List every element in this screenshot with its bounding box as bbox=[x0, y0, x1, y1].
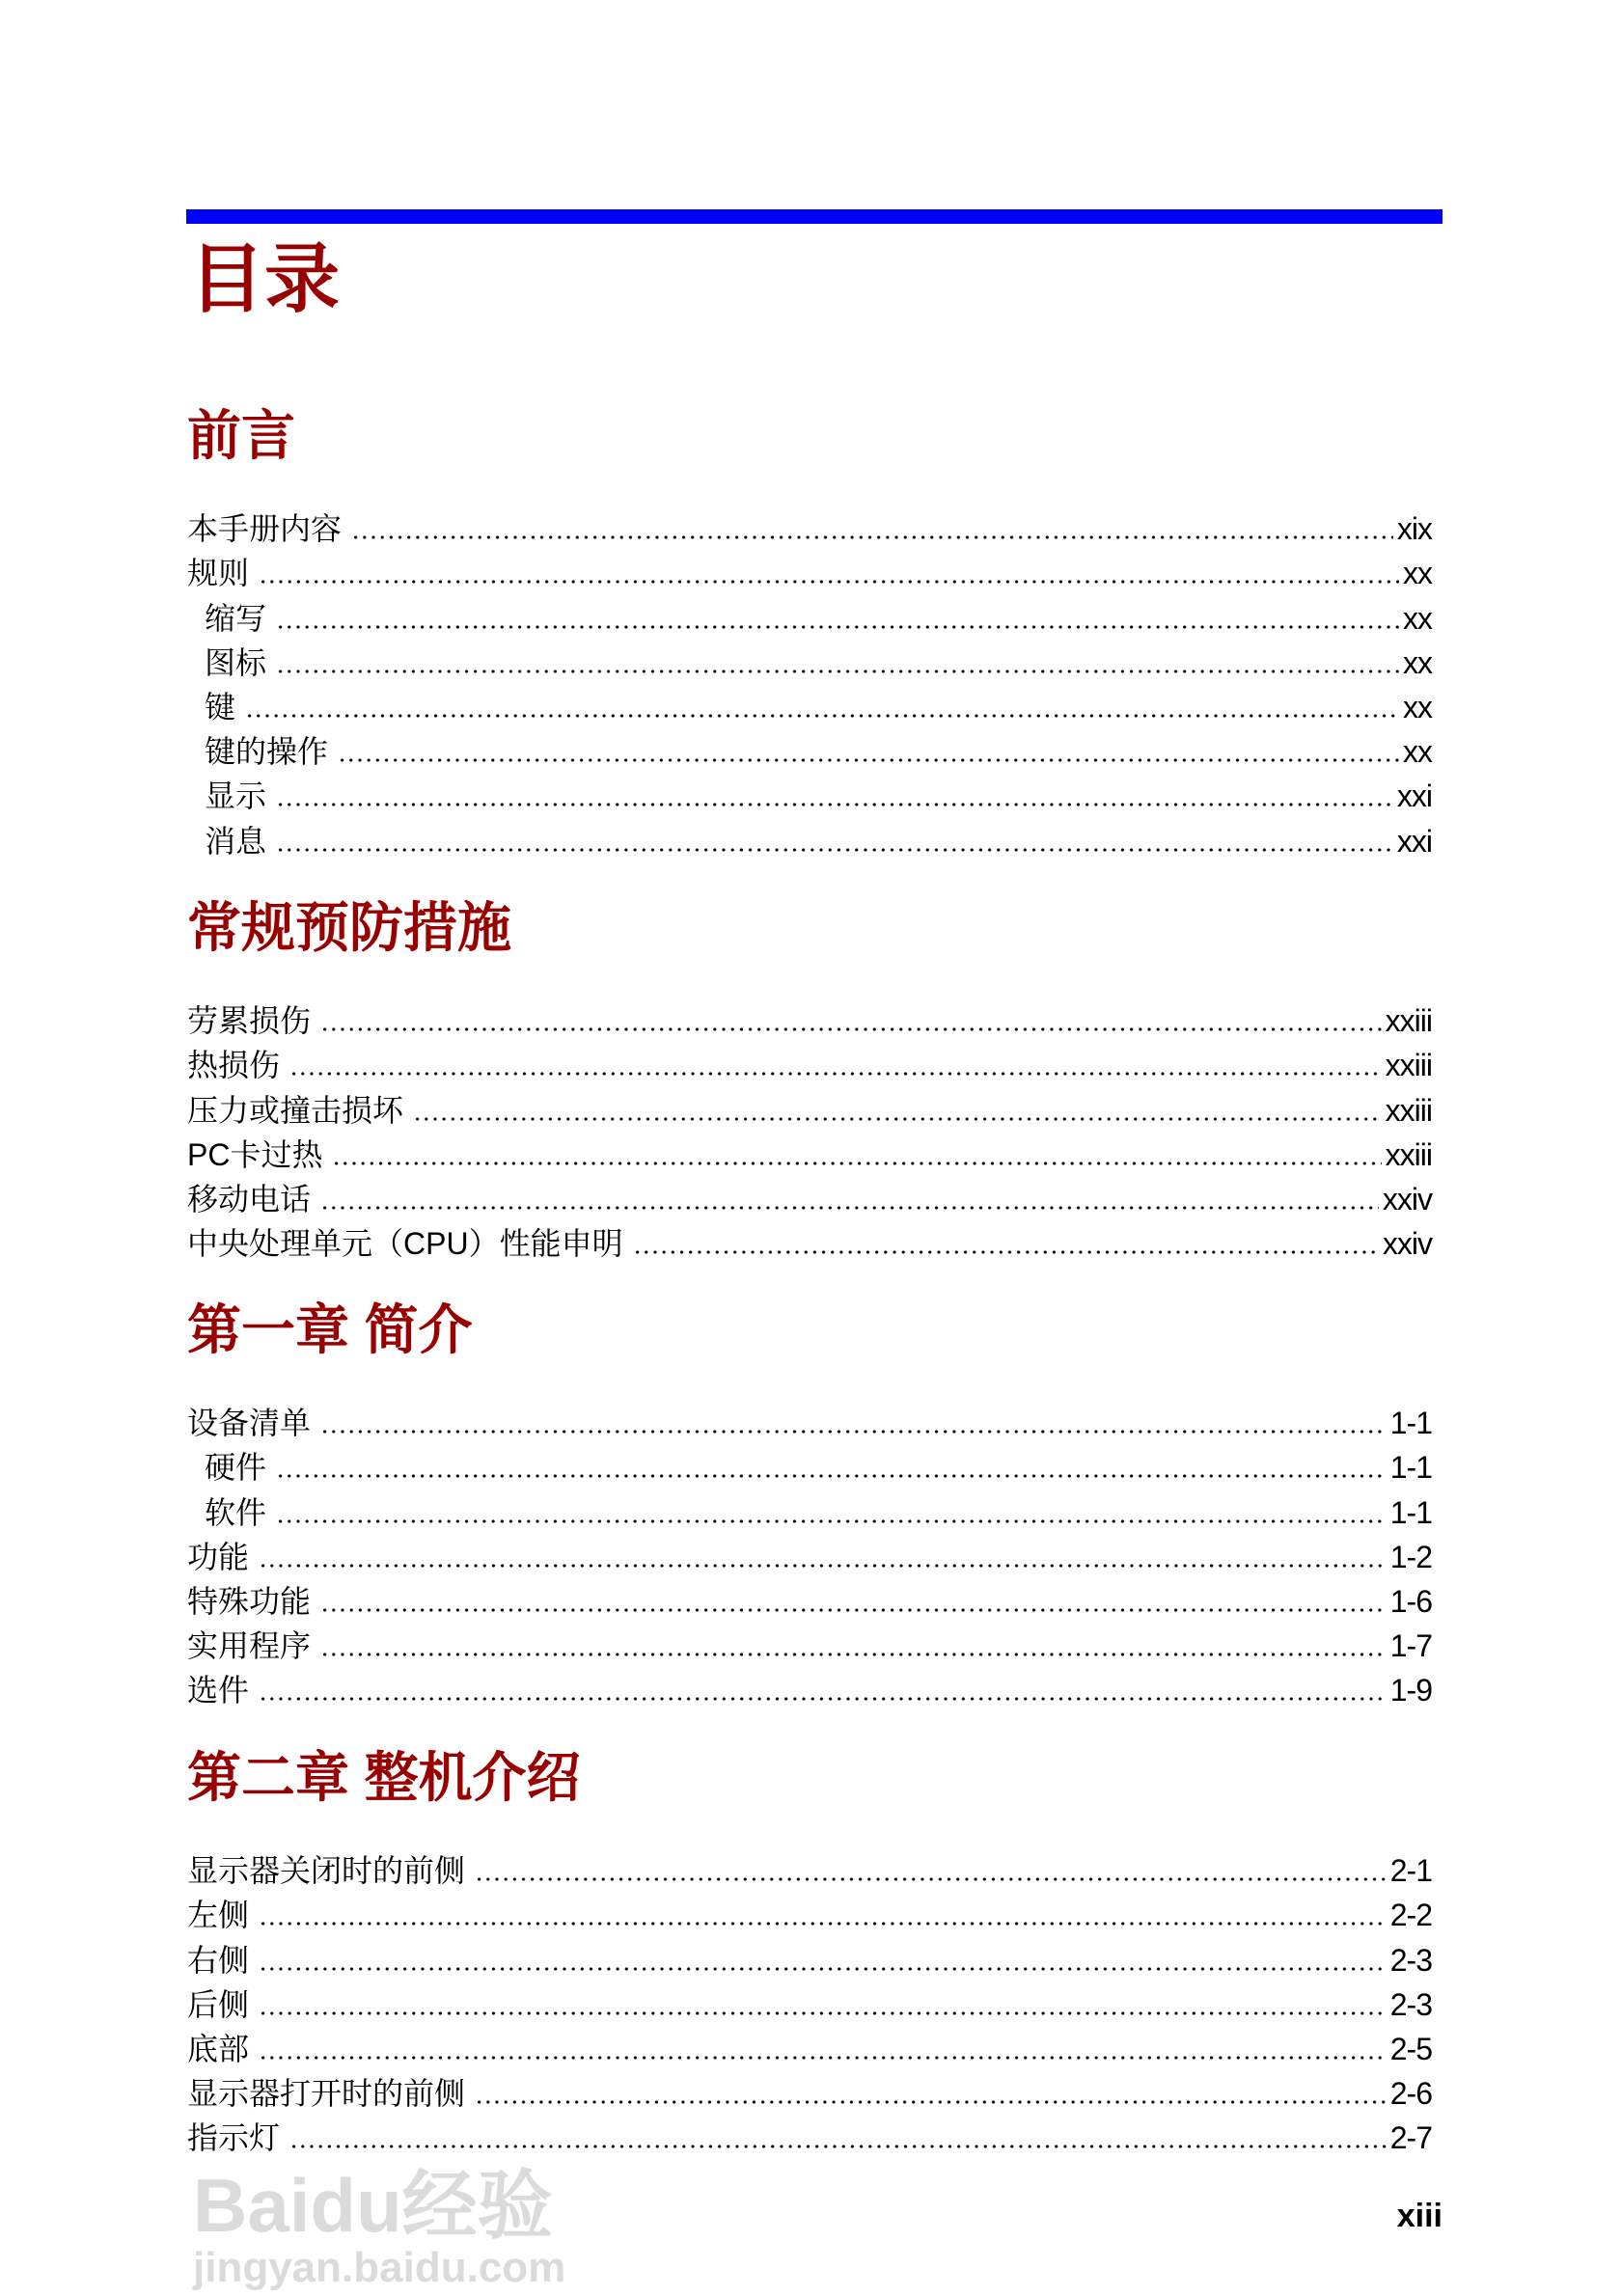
toc-entry-page: xix bbox=[1396, 511, 1432, 547]
toc-entry-page: 1-9 bbox=[1389, 1673, 1432, 1708]
toc-entry-page: 1-1 bbox=[1389, 1450, 1432, 1486]
watermark-logo: Baidu经验 bbox=[193, 2163, 553, 2248]
dot-leader bbox=[259, 579, 1399, 585]
toc-entry[interactable] bbox=[187, 2024, 1432, 2068]
toc-entry-label: 显示 bbox=[205, 779, 267, 814]
toc-entry-page: 2-7 bbox=[1389, 2120, 1432, 2156]
dot-leader bbox=[276, 802, 1393, 807]
toc-entry-label: 左侧 bbox=[187, 1898, 250, 1933]
toc-entry-label: PC卡过热 bbox=[187, 1136, 323, 1172]
toc-entry[interactable] bbox=[187, 1084, 1432, 1129]
toc-entry-label: 指示灯 bbox=[187, 2120, 281, 2156]
toc-entry-page: xx bbox=[1403, 689, 1432, 724]
toc-entry-label: 后侧 bbox=[187, 1986, 250, 2022]
dot-leader bbox=[320, 1429, 1387, 1435]
toc-entry-page: xx bbox=[1403, 556, 1432, 591]
toc-entry-page: 1-1 bbox=[1389, 1406, 1432, 1441]
toc-entry-label: 热损伤 bbox=[187, 1048, 281, 1083]
dot-leader bbox=[320, 1205, 1379, 1211]
section-heading: 第二章 整机介绍 bbox=[187, 1747, 581, 1808]
title-rule bbox=[186, 209, 1442, 224]
toc-entry[interactable] bbox=[187, 1218, 1432, 1263]
section-heading: 常规预防措施 bbox=[187, 897, 511, 958]
toc-entry-label: 功能 bbox=[187, 1539, 250, 1574]
toc-entry[interactable] bbox=[187, 1621, 1432, 1665]
dot-leader bbox=[320, 1652, 1387, 1657]
dot-leader bbox=[276, 847, 1393, 853]
toc-entry-page: xx bbox=[1403, 734, 1432, 770]
toc-entry-label: 规则 bbox=[187, 556, 250, 591]
toc-section bbox=[187, 1749, 1432, 2157]
dot-leader bbox=[289, 2144, 1387, 2149]
toc-section bbox=[187, 1301, 1432, 1709]
toc-entry[interactable] bbox=[187, 1398, 1432, 1442]
toc-entry-label: 本手册内容 bbox=[187, 511, 343, 547]
toc-entry[interactable] bbox=[187, 726, 1432, 771]
dot-leader bbox=[633, 1249, 1379, 1255]
toc-entry-label: 消息 bbox=[205, 823, 267, 859]
toc-entry-page: xxi bbox=[1396, 823, 1432, 859]
dot-leader bbox=[320, 1026, 1382, 1032]
toc-entry[interactable] bbox=[187, 1532, 1432, 1576]
toc-section bbox=[187, 407, 1432, 861]
toc-entry[interactable] bbox=[187, 2068, 1432, 2113]
toc-entry[interactable] bbox=[187, 548, 1432, 592]
dot-leader bbox=[259, 2055, 1387, 2061]
toc-entry-page: xx bbox=[1403, 644, 1432, 680]
toc-entry-label: 底部 bbox=[187, 2031, 250, 2066]
toc-entry[interactable] bbox=[187, 592, 1432, 637]
toc-entry[interactable] bbox=[187, 2113, 1432, 2157]
toc-entry-label: 显示器打开时的前侧 bbox=[187, 2076, 466, 2112]
dot-leader bbox=[475, 1876, 1387, 1882]
toc-entry-page: 2-3 bbox=[1389, 1942, 1432, 1978]
dot-leader bbox=[259, 1966, 1387, 1972]
page-number: xiii bbox=[1396, 2198, 1442, 2234]
toc-entry-label: 劳累损伤 bbox=[187, 1003, 312, 1039]
toc-entry[interactable] bbox=[187, 1174, 1432, 1218]
toc-entry-label: 键 bbox=[205, 689, 236, 724]
watermark bbox=[193, 2163, 868, 2292]
toc-entry[interactable] bbox=[187, 996, 1432, 1040]
toc-entry-page: 1-7 bbox=[1389, 1628, 1432, 1664]
dot-leader bbox=[259, 2010, 1387, 2016]
toc-entry[interactable] bbox=[187, 1442, 1432, 1487]
toc-entry[interactable] bbox=[187, 1665, 1432, 1709]
toc-entry-label: 中央处理单元（CPU）性能申明 bbox=[187, 1226, 623, 1262]
dot-leader bbox=[475, 2099, 1387, 2105]
toc-entry-page: 2-3 bbox=[1389, 1986, 1432, 2022]
toc-entry-label: 压力或撞击损坏 bbox=[187, 1092, 404, 1128]
toc-entry[interactable] bbox=[187, 771, 1432, 815]
toc-entry-page: 2-5 bbox=[1389, 2031, 1432, 2066]
toc-entry-label: 键的操作 bbox=[205, 734, 329, 770]
toc-entry-label: 选件 bbox=[187, 1673, 250, 1708]
dot-leader bbox=[276, 669, 1399, 674]
dot-leader bbox=[289, 1071, 1382, 1077]
toc-entry-label: 右侧 bbox=[187, 1942, 250, 1978]
dot-leader bbox=[276, 1473, 1387, 1479]
section-heading: 前言 bbox=[187, 405, 295, 466]
dot-leader bbox=[338, 757, 1399, 763]
toc-entry[interactable] bbox=[187, 815, 1432, 860]
dot-leader bbox=[259, 1563, 1387, 1569]
toc-entry-page: xxiv bbox=[1382, 1226, 1432, 1262]
toc-entry[interactable] bbox=[187, 1576, 1432, 1621]
toc-entry-label: 特殊功能 bbox=[187, 1583, 312, 1619]
toc-entry-page: xxiii bbox=[1385, 1092, 1432, 1128]
toc-entry-label: 移动电话 bbox=[187, 1181, 312, 1216]
dot-leader bbox=[332, 1161, 1381, 1166]
toc-section bbox=[187, 899, 1432, 1263]
toc-entry-label: 软件 bbox=[205, 1494, 267, 1530]
dot-leader bbox=[245, 713, 1399, 719]
dot-leader bbox=[413, 1116, 1382, 1122]
page-title: 目录 bbox=[189, 236, 341, 321]
toc-entry[interactable] bbox=[187, 1934, 1432, 1979]
toc-entry[interactable] bbox=[187, 638, 1432, 682]
dot-leader bbox=[276, 624, 1399, 630]
toc-entry-page: 1-1 bbox=[1389, 1494, 1432, 1530]
toc-entry-label: 图标 bbox=[205, 644, 267, 680]
toc-entry[interactable] bbox=[187, 1845, 1432, 1890]
toc-entry-page: 1-2 bbox=[1389, 1539, 1432, 1574]
toc-entry-page: 2-1 bbox=[1389, 1853, 1432, 1889]
dot-leader bbox=[259, 1921, 1387, 1927]
toc-entry-label: 显示器关闭时的前侧 bbox=[187, 1853, 466, 1889]
watermark-url: jingyan.baidu.com bbox=[193, 2244, 566, 2291]
section-heading: 第一章 简介 bbox=[187, 1299, 473, 1360]
toc-entry-page: 2-6 bbox=[1389, 2076, 1432, 2112]
toc-entry[interactable] bbox=[187, 1980, 1432, 2024]
toc-entry-page: xxiii bbox=[1385, 1048, 1432, 1083]
toc-entry-page: xx bbox=[1403, 600, 1432, 636]
toc-entry-page: xxiii bbox=[1385, 1003, 1432, 1039]
toc-entry[interactable] bbox=[187, 1890, 1432, 1934]
dot-leader bbox=[320, 1607, 1387, 1613]
toc-entry-page: 1-6 bbox=[1389, 1583, 1432, 1619]
toc-entry[interactable] bbox=[187, 682, 1432, 726]
toc-entry-label: 硬件 bbox=[205, 1450, 267, 1486]
toc-entry-label: 缩写 bbox=[205, 600, 267, 636]
dot-leader bbox=[276, 1518, 1387, 1524]
toc-entry-page: xxiv bbox=[1382, 1181, 1432, 1216]
toc-entry-label: 实用程序 bbox=[187, 1628, 312, 1664]
toc-entry-label: 设备清单 bbox=[187, 1406, 312, 1441]
toc-entry-page: xxi bbox=[1396, 779, 1432, 814]
dot-leader bbox=[259, 1696, 1387, 1702]
toc-entry[interactable] bbox=[187, 1130, 1432, 1174]
toc-entry[interactable] bbox=[187, 504, 1432, 548]
toc-entry[interactable] bbox=[187, 1040, 1432, 1084]
toc-entry-page: 2-2 bbox=[1389, 1898, 1432, 1933]
toc-entry[interactable] bbox=[187, 1487, 1432, 1531]
dot-leader bbox=[351, 534, 1393, 540]
toc-entry-page: xxiii bbox=[1385, 1136, 1432, 1172]
